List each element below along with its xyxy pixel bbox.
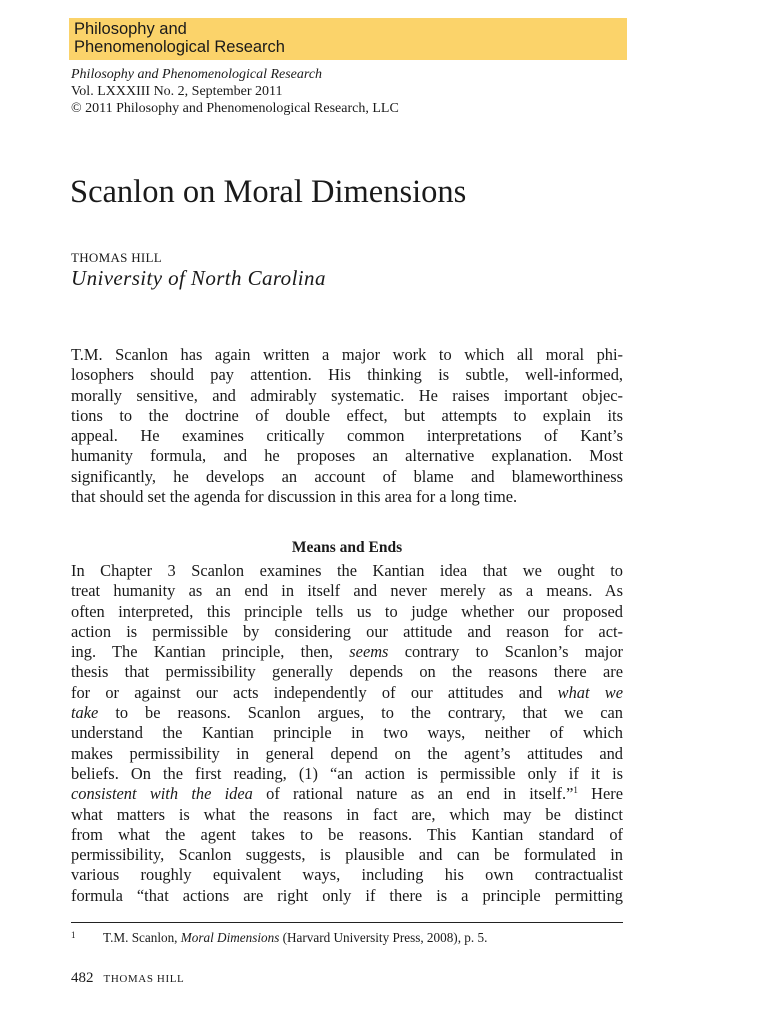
author-affiliation: University of North Carolina: [71, 266, 326, 290]
emphasis-text: what we: [557, 682, 623, 702]
page-number: 482: [71, 970, 94, 986]
body-line: [71, 683, 623, 703]
abstract-line: tions to the doctrine of double effect, but attempts to explain its: [71, 405, 623, 425]
body-line: formula “that actions are right only if there is a principle permitting: [71, 885, 623, 905]
footnote-book-title: Moral Dimensions: [180, 930, 280, 945]
banner-line-1: Philosophy and: [74, 20, 187, 38]
abstract-line: that should set the agenda for discussion in this area for a long time.: [71, 487, 518, 507]
abstract: [71, 345, 623, 507]
text-segment: of rational nature as an end in itself.”: [266, 784, 574, 804]
footnote: [71, 930, 487, 946]
journal-copyright: © 2011 Philosophy and Phenomenological Research, LLC: [71, 101, 399, 116]
journal-volume: Vol. LXXXIII No. 2, September 2011: [71, 84, 283, 99]
running-head: THOMAS HILL: [103, 973, 185, 985]
abstract-line: losophers should pay attention. His thinking is subtle, well-informed,: [71, 365, 623, 385]
text-segment: to be reasons. Scanlon argues, to the contrary, that we can: [115, 703, 623, 723]
body-line: makes permissibility in general depend on the agent’s attitudes and: [71, 743, 623, 763]
footnote-text: (Harvard University Press, 2008), p. 5.: [282, 930, 488, 945]
article-author: THOMAS HILL: [71, 250, 163, 265]
text-segment: Here: [591, 784, 623, 804]
section-heading: Means and Ends: [291, 539, 403, 556]
body-line: what matters is what the reasons in fact are, which may be distinct: [71, 804, 623, 824]
abstract-line: significantly, he develops an account of blame and blameworthiness: [71, 466, 623, 486]
body-line: thesis that permissibility generally depends on the reasons there are: [71, 662, 623, 682]
body-line: permissibility, Scanlon suggests, is plausible and can be formulated in: [71, 845, 623, 865]
journal-banner: [69, 18, 627, 60]
body-line: beliefs. On the first reading, (1) “an action is permissible only if it is: [71, 763, 623, 783]
body-line: [71, 784, 623, 804]
article-title: Scanlon on Moral Dimensions: [70, 174, 467, 210]
body-line: [71, 642, 623, 662]
abstract-line: T.M. Scanlon has again written a major work to which all moral phi-: [71, 345, 623, 364]
emphasis-text: seems: [349, 642, 389, 662]
body-line: various roughly equivalent ways, including his own contractualist: [71, 865, 623, 885]
body-line: from what the agent takes to be reasons. This Kantian standard of: [71, 824, 623, 844]
footnote-marker[interactable]: 1: [573, 785, 578, 796]
footnote-number: 1: [71, 930, 76, 940]
body-line: In Chapter 3 Scanlon examines the Kantian idea that we ought to: [71, 561, 623, 580]
body-line: [71, 703, 623, 723]
emphasis-text: consistent with the idea: [71, 784, 253, 804]
banner-line-2: Phenomenological Research: [74, 38, 285, 56]
body-line: treat humanity as an end in itself and never merely as a means. As: [71, 581, 623, 601]
body-line: understand the Kantian principle in two ways, neither of which: [71, 723, 623, 743]
text-segment: for or against our acts independently of our attitudes and: [71, 682, 543, 702]
abstract-line: humanity formula, and he proposes an alternative explanation. Most: [71, 446, 623, 466]
text-segment: contrary to Scanlon’s major: [404, 642, 623, 662]
page-footer: [71, 970, 184, 987]
journal-info: [71, 66, 399, 117]
emphasis-text: take: [71, 703, 99, 723]
section-body: [71, 561, 623, 906]
body-line: often interpreted, this principle tells us to judge whether our proposed: [71, 601, 623, 621]
text-segment: ing. The Kantian principle, then,: [71, 642, 333, 662]
footnote-divider: [71, 922, 623, 923]
journal-name: Philosophy and Phenomenological Research: [71, 67, 323, 82]
footnote-text: T.M. Scanlon,: [103, 930, 178, 945]
abstract-line: appeal. He examines critically common interpretations of Kant’s: [71, 426, 623, 446]
body-line: action is permissible by considering our attitude and reason for act-: [71, 621, 623, 641]
abstract-line: morally sensitive, and admirably systematic. He raises important objec-: [71, 385, 623, 405]
